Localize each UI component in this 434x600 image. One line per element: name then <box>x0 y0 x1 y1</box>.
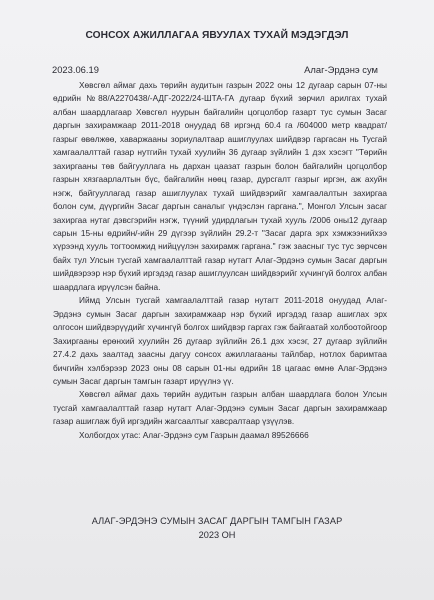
document-body <box>53 79 387 442</box>
signature-year: 2023 ОН <box>198 530 236 540</box>
signature-organization: АЛАГ-ЭРДЭНЭ СУМЫН ЗАСАГ ДАРГЫН ТАМГЫН ГАЗАР <box>91 516 343 526</box>
paragraph-audit-requirement: Хөвсгөл аймаг дахь төрийн аудитын газрын 2022 оны 12 дугаар сарын 07-ны өдрийн №88/А2270438/-АДГ-2022/24-ШТА-ГА дугаар бүхий зөрчил арилгах тухай албан шаардлагаар Хөвсгөл нуурын байгалийн цогцолбор газарт тус сумын Засаг даргын захирамжаар 2011-2018 онуудад 68 иргэнд 60.4 га /604000 метр квадрат/ газрыг өвөлжөө, хаваржааны зориулалтаар ашиглуулах шийдвэр гаргасан нь Тусгай хамгаалалттай газар нутгийн тухай хуулийн 36 дугаар зүйлийн 1 дэх хэсэгт "Төрийн захиргааны төв байгууллага нь дархан цаазат газрын болон байгалийн цогцолбор газрын хязгаарлалтын бүс, байгалийн нөөц газар, дурсгалт газрыг иргэн, аж ахуйн нэгж, байгууллагад газар ашиглуулах тухай шийдвэрийг хамгаалалтын захиргаа болон сум, дүүргийн Засаг даргын саналыг үндэслэн гаргана.", Монгол Улсын засаг захиргаа нутаг дэвсгэрийн нэгж, түүний удирдлагын тухай хууль /2006 оны12 дугаар сарын 15-ны өдрийн/-ийн 29 дүгээр зүйлийн 29.2-т "Засаг дарга эрх хэмжээнийхээ хүрээнд хууль тогтоомжид нийцүүлэн захирамж гаргана." гэж заасныг тус тус зөрчсөн байх тул Улсын тусгай хамгаалалттай газар нутагт Алаг-Эрдэнэ сумын Засаг даргын шийдвэрээр нэр бүхий иргэдэд газар ашиглуулсан шийдвэрийг хүчингүй болгох албан шаардлага ирүүлсэн байна. <box>53 80 387 292</box>
paragraph-hearing-notice: Иймд Улсын тусгай хамгаалалттай газар нутагт 2011-2018 онуудад Алаг-Эрдэнэ сумын Засаг даргын захирамжаар нэр бүхий иргэдэд газар ашиглах эрх олгосон шийдвэрүүдийг хүчингүй болгох шийдвэр гаргах гэж байгаатай холбоотойгоор Захиргааны ерөнхий хуулийн 26 дугаар зүйлийн 26.1 дэх хэсэг, 27 дугаар зүйлийн 27.4.2 дахь заалтад заасны дагуу сонсох ажиллагааны тайлбар, нотлох баримтаа бичгийн хэлбэрээр 2023 оны 08 сарын 01-ны өдрийн 18 цагаас өмнө Алаг-Эрдэнэ сумын Засаг даргын тамгын газарт ирүүлнэ үү. <box>53 295 387 386</box>
paragraph-attachment: Хөвсгөл аймаг дахь төрийн аудитын газрын албан шаардлага болон Улсын тусгай хамгаалалттай газар нутагт Алаг-Эрдэнэ сумын Засаг даргын захирамжаар газар ашиглаж буй иргэдийн жагсаалтыг хавсралтаар үзүүлэв. <box>53 389 387 427</box>
document-title: СОНСОХ АЖИЛЛАГАА ЯВУУЛАХ ТУХАЙ МЭДЭГДЭЛ <box>85 30 349 41</box>
paragraph-contact: Холбогдох утас: Алаг-Эрдэнэ сум Газрын даамал 89526666 <box>79 429 309 440</box>
document-place: Алаг-Эрдэнэ сум <box>304 64 378 75</box>
document-date: 2023.06.19 <box>52 64 99 75</box>
